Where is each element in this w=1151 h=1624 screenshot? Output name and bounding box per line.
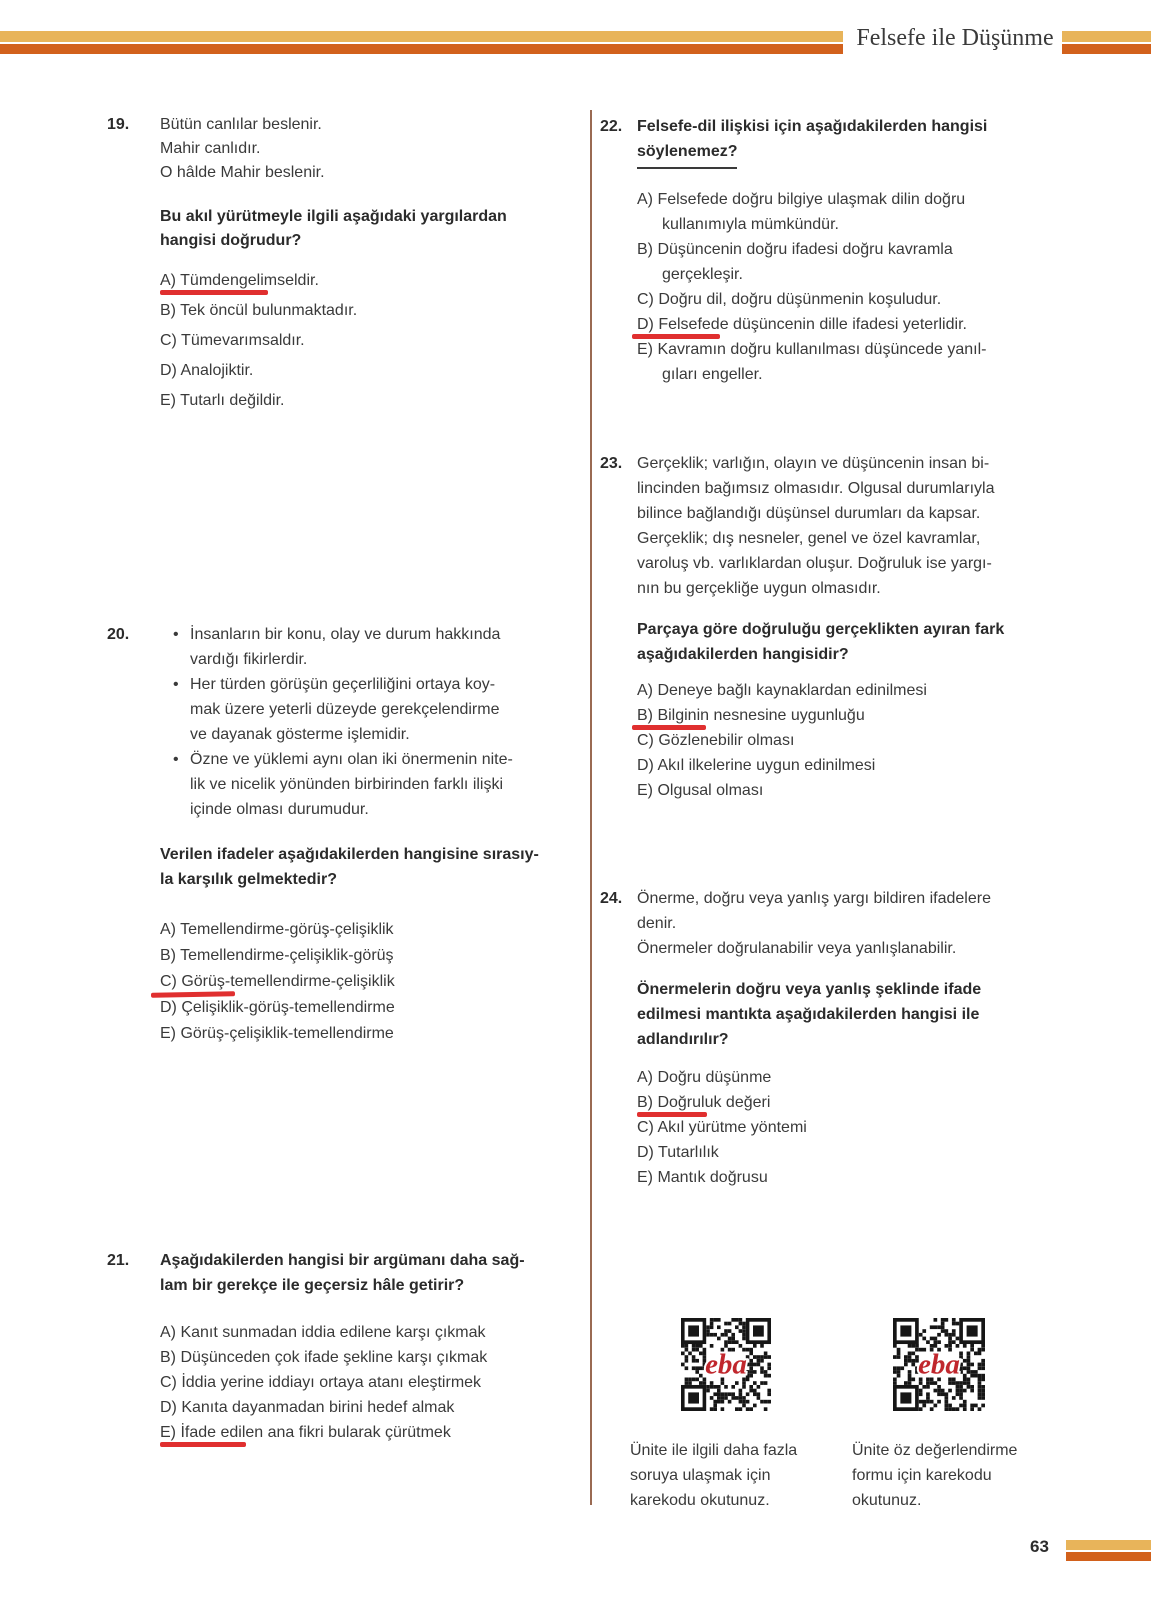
option-b: B) Bilginin nesnesine uygunluğu — [637, 707, 865, 724]
footer-bar-orange — [1066, 1552, 1151, 1561]
header-bar-orange — [0, 44, 843, 54]
question-number: 23. — [600, 455, 623, 472]
option-a: A) Doğru düşünme — [637, 1069, 772, 1086]
svg-text:eba: eba — [918, 1348, 960, 1381]
question-number: 22. — [600, 118, 623, 135]
svg-text:eba: eba — [705, 1348, 747, 1381]
option-a: A) Kanıt sunmadan iddia edilene karşı çıkmak — [160, 1324, 486, 1341]
question-19 — [107, 113, 572, 419]
options-list — [160, 917, 572, 1047]
question-24 — [600, 886, 1060, 1190]
question-22 — [600, 114, 1060, 387]
option-c: C) Gözlenebilir olması — [637, 732, 795, 749]
column-divider — [590, 110, 592, 1505]
bullet-item: • Özne ve yüklemi aynı olan iki önermenin nite- lik ve nicelik yönünden birbirinden farklı ilişki içinde olması durumudur. — [160, 747, 572, 822]
bullet-item: • İnsanların bir konu, olay ve durum hakkında vardığı fikirlerdir. — [160, 622, 572, 672]
option-a: A) Tümdengelimseldir. — [160, 272, 319, 289]
options-list — [160, 1320, 572, 1445]
option-a: A) Deneye bağlı kaynaklardan edinilmesi — [637, 682, 927, 699]
question-number: 21. — [107, 1252, 130, 1269]
option-d: D) Felsefede düşüncenin dille ifadesi yeterlidir. — [637, 316, 967, 333]
question-text: Önerme, doğru veya yanlış yargı bildiren ifadelere denir. Önermeler doğrulanabilir veya yanlışlanabilir. — [637, 890, 991, 957]
header-bar-gold — [0, 31, 843, 42]
option-c: C) Görüş-temellendirme-çelişiklik — [160, 973, 395, 990]
qr-code-self-evaluation — [893, 1318, 985, 1411]
question-stem — [637, 114, 1060, 169]
page-title: Felsefe ile Düşünme — [856, 25, 1054, 51]
option-e: E) Tutarlı değildir. — [160, 392, 285, 409]
option-b: B) Doğruluk değeri — [637, 1094, 771, 1111]
question-stem: Önermelerin doğru veya yanlış şeklinde ifade edilmesi mantıkta aşağıdakilerden hangisi ile adlandırılır? — [637, 981, 982, 1048]
option-b: B) Temellendirme-çelişiklik-görüş — [160, 947, 394, 964]
option-e: E) Görüş-çelişiklik-temellendirme — [160, 1025, 394, 1042]
qr-caption-left: Ünite ile ilgili daha fazla soruya ulaşmak için karekodu okutunuz. — [630, 1442, 798, 1509]
options-list — [637, 678, 1060, 803]
qr-code-more-questions — [681, 1318, 771, 1411]
bullet-list — [160, 622, 572, 822]
question-text: Gerçeklik; varlığın, olayın ve düşüncenin insan bi- lincinden bağımsız olmasıdır. Olgusal durumlarıyla bilince bağlandığı düşünsel durumları da kapsar. Gerçeklik; dış nesneler, genel ve özel kavramlar, varoluş vb. varlıklardan oluşur. Doğruluk ise yargı- nın bu gerçekliğe uygun olmasıdır. — [637, 455, 995, 597]
options-list — [637, 1065, 1060, 1190]
answer-underline-red — [160, 290, 268, 295]
stem-underlined-word: söylenemez? — [637, 139, 737, 169]
question-premise: Bütün canlılar beslenir. Mahir canlıdır. O hâlde Mahir beslenir. — [160, 116, 325, 181]
question-20 — [107, 622, 572, 1047]
answer-underline-red — [160, 1442, 246, 1447]
question-number: 24. — [600, 890, 623, 907]
option-e: E) Kavramın doğru kullanılması düşüncede yanıl- gıları engeller. — [637, 341, 987, 383]
option-c: C) Akıl yürütme yöntemi — [637, 1119, 807, 1136]
options-list — [160, 269, 572, 413]
option-a: A) Felsefede doğru bilgiye ulaşmak dilin doğru kullanımıyla mümkündür. — [637, 191, 966, 233]
question-21 — [107, 1248, 572, 1445]
question-23 — [600, 451, 1060, 803]
option-b: B) Düşüncenin doğru ifadesi doğru kavramla gerçekleşir. — [637, 241, 953, 283]
option-d: D) Çelişiklik-görüş-temellendirme — [160, 999, 395, 1016]
option-c: C) Doğru dil, doğru düşünmenin koşuludur. — [637, 291, 942, 308]
option-b: B) Düşünceden çok ifade şekline karşı çıkmak — [160, 1349, 488, 1366]
question-stem: Bu akıl yürütmeyle ilgili aşağıdaki yargılardan hangisi doğrudur? — [160, 208, 507, 249]
option-e: E) İfade edilen ana fikri bularak çürütmek — [160, 1424, 451, 1441]
option-d: D) Analojiktir. — [160, 362, 254, 379]
option-d: D) Kanıta dayanmadan birini hedef almak — [160, 1399, 455, 1416]
option-d: D) Tutarlılık — [637, 1144, 719, 1161]
header-bar-gold-right — [1062, 31, 1151, 42]
option-c: C) Tümevarımsaldır. — [160, 332, 305, 349]
option-d: D) Akıl ilkelerine uygun edinilmesi — [637, 757, 876, 774]
option-b: B) Tek öncül bulunmaktadır. — [160, 302, 358, 319]
option-e: E) Olgusal olması — [637, 782, 764, 799]
question-number: 20. — [107, 626, 130, 643]
option-e: E) Mantık doğrusu — [637, 1169, 768, 1186]
stem-line: Felsefe-dil ilişkisi için aşağıdakilerden hangisi — [637, 118, 988, 135]
qr-caption-right: Ünite öz değerlendirme formu için karekodu okutunuz. — [852, 1442, 1018, 1509]
question-stem: Parçaya göre doğruluğu gerçeklikten ayıran fark aşağıdakilerden hangisidir? — [637, 621, 1005, 663]
header-bar-orange-right — [1062, 44, 1151, 54]
page-number: 63 — [1030, 1537, 1049, 1556]
question-stem: Verilen ifadeler aşağıdakilerden hangisine sırasıy- la karşılık gelmektedir? — [160, 846, 539, 888]
option-a: A) Temellendirme-görüş-çelişiklik — [160, 921, 394, 938]
option-c: C) İddia yerine iddiayı ortaya atanı eleştirmek — [160, 1374, 482, 1391]
footer-bar-gold — [1066, 1540, 1151, 1550]
bullet-item: • Her türden görüşün geçerliliğini ortaya koy- mak üzere yeterli düzeyde gerekçelendirme ve dayanak gösterme işlemidir. — [160, 672, 572, 747]
options-list — [637, 187, 1060, 387]
question-number: 19. — [107, 116, 130, 133]
question-stem: Aşağıdakilerden hangisi bir argümanı daha sağ- lam bir gerekçe ile geçersiz hâle getirir? — [160, 1252, 525, 1294]
